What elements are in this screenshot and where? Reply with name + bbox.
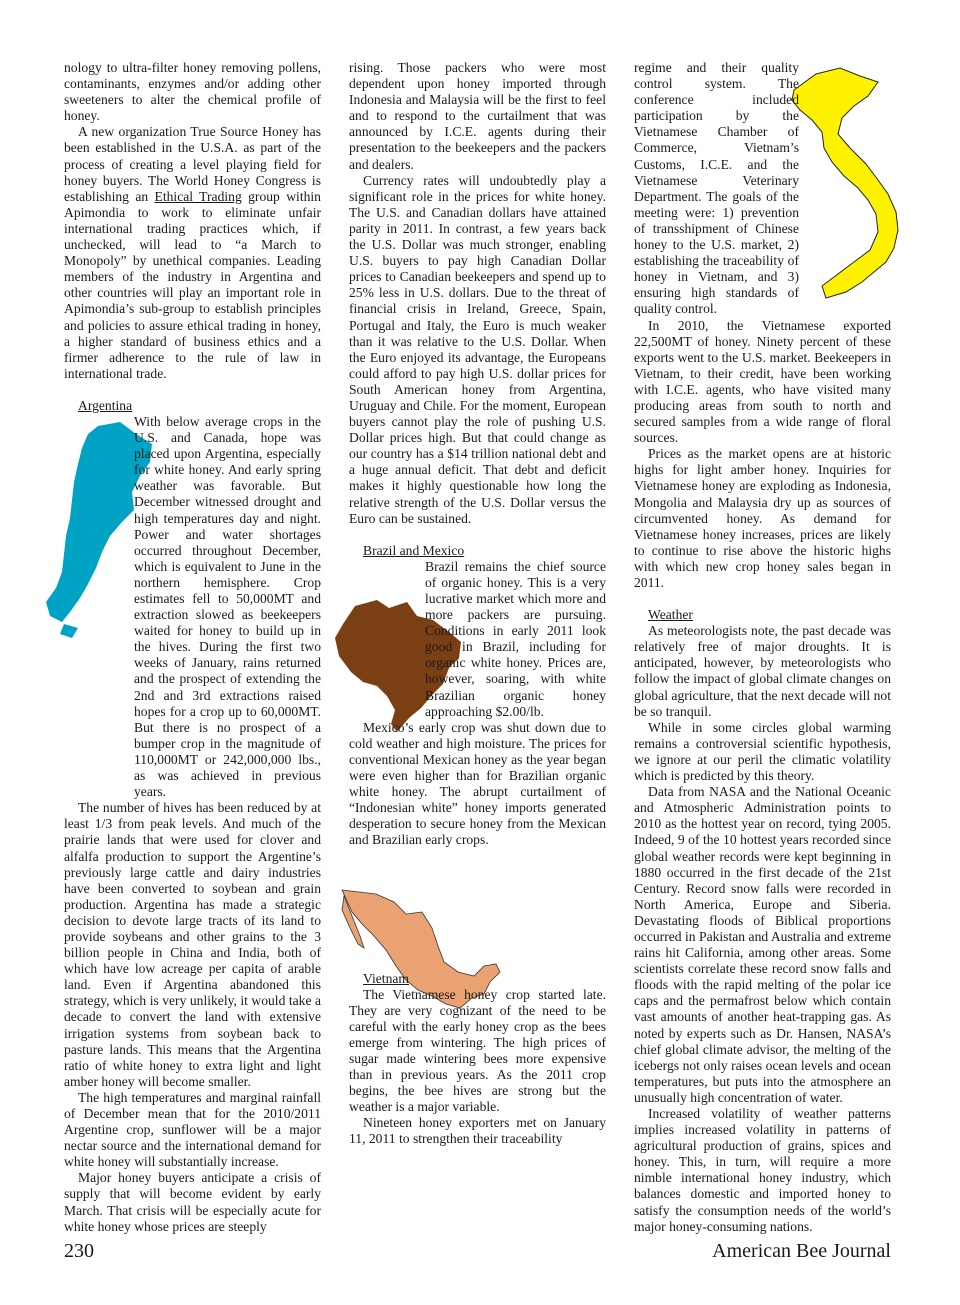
section-heading-brazil-mexico: Brazil and Mexico xyxy=(363,542,465,558)
paragraph: The Vietnamese honey crop started late. They are very cognizant of the need to be careful with the early honey crop as the bees emerge from wintering. The high prices of sugar made wintering bees more expensive than in previous years. As the 2011 crop begins, the bee hives are strong but the weather is a major variable. xyxy=(349,986,606,1115)
column-1 xyxy=(64,60,321,1235)
paragraph: Mexico’s early crop was shut down due to cold weather and high moisture. The prices for conventional Mexican honey as the year began were even higher than for Brazilian organic white honey. The abrupt curtailment of “Indonesian white” honey imports generated desperation to secure honey from the Mexican and Brazilian early crops. xyxy=(349,719,606,848)
section-heading-vietnam: Vietnam xyxy=(363,970,409,986)
paragraph: regime and their quality control system. The conference included participation by the Vietnamese Chamber of Commerce, Vietnam’s Customs, I.C.E. and the Vietnamese Veterinary Department. The goals of the meeting were: 1) prevention of transshipment of Chinese honey to the U.S. market, 2) establishing the traceability of honey in Vietnam, and 3) ensuring high standards of quality control. xyxy=(634,60,799,317)
paragraph xyxy=(64,124,321,382)
ethical-trading-link[interactable]: Ethical Trading xyxy=(154,188,242,204)
text-span: group within Apimondia to work to eliminate unfair international trading practices which, if unchecked, will lead to “a March to Monopoly” by unethical companies. Leading members of the industry in Argentina and other countries will play an important role in Apimondia’s sub-group to establish principles and policies to assure ethical trading in honey, a higher standard of business ethics and a firmer adherence to the rule of law in international trade. xyxy=(64,188,321,381)
text-span: A new organization True Source Honey has been established in the U.S.A. as part of the process of creating a level playing field for honey buyers. The World Honey Congress is establishing an xyxy=(64,124,321,204)
section-heading-argentina: Argentina xyxy=(78,397,133,413)
column-2 xyxy=(349,60,606,1148)
journal-title: American Bee Journal xyxy=(712,1240,891,1262)
paragraph: Data from NASA and the National Oceanic and Atmospheric Administration points to 2010 as the hottest year on record, tying 2005. Indeed, 9 of the 10 hottest years recorded since global weather records were kept beginning in 1880 occurred in the first decade of the 21st Century. Record snow falls were recorded in North America, Europe and Siberia. Devastating floods of Biblical proportions occurred in Pakistan and Australia and extreme rains hit California, among other areas. Some scientists correlate these record snow falls and floods with the rapid melting of the polar ice caps and the permafrost below which contain vast amounts of another heat-trapping gas. As noted by experts such as Dr. Hansen, NASA’s chief global climate advisor, the melting of the icebergs not only raises ocean levels and ocean temperatures, but puts into the atmosphere an unusually high concentration of water. xyxy=(634,784,891,1105)
paragraph: Increased volatility of weather patterns implies increased volatility in patterns of agricultural production of grains, spices and honey. This, in turn, will require a more nimble international honey industry, which balances domestic and imported honey to satisfy the consumption needs of the world’s major honey-consuming nations. xyxy=(634,1106,891,1234)
paragraph: Nineteen honey exporters met on January 11, 2011 to strengthen their traceability xyxy=(349,1115,606,1147)
paragraph: nology to ultra-filter honey removing pollens, contaminants, enzymes and/or adding other sweeteners to alter the chemical profile of honey. xyxy=(64,60,321,124)
paragraph: While in some circles global warming remains a controversial scientific hypothesis, we ignore at our peril the climatic volatility which is predicted by this theory. xyxy=(634,719,891,784)
page-number: 230 xyxy=(64,1240,94,1262)
paragraph: In 2010, the Vietnamese exported 22,500MT of honey. Ninety percent of these exports went to the U.S. market. Beekeepers in Vietnam, to their credit, have been working with I.C.E. agents, who have visited many producing areas from south to north and secured samples from a wide range of floral sources. xyxy=(634,317,891,446)
column-3 xyxy=(634,60,891,1235)
paragraph: With below average crops in the U.S. and Canada, hope was placed upon Argentina, especially for white honey. And early spring weather was favorable. But December witnessed drought and high temperatures day and night. Power and water shortages occurred throughout December, which is equivalent to June in the northern hemisphere. Crop estimates fell to 50,000MT and extraction slowed as beekeepers waited for honey to build up in the hives. During the first two weeks of January, rains returned and the prospect of extending the 2nd and 3rd extractions raised hopes for a crop up to 60,000MT. But there is no prospect of a bumper crop in the magnitude of 110,000MT or 242,000,000 lbs., as was achieved in previous years. xyxy=(134,413,321,800)
paragraph: Brazil remains the chief source of organic honey. This is a very lucrative market which more and more packers are pursuing. Conditions in early 2011 look good in Brazil, including for organic white honey. Prices are, however, soaring, with white Brazilian organic honey approaching $2.00/lb. xyxy=(425,558,606,719)
section-heading-weather: Weather xyxy=(648,607,693,623)
paragraph: rising. Those packers who were most dependent upon honey imported through Indonesia and Malaysia will be the first to feel and to respond to the curtailment that was announced by I.C.E. agents during their presentation to the beekeepers and the packers and dealers. xyxy=(349,60,606,172)
paragraph: The number of hives has been reduced by at least 1/3 from peak levels. And much of the prairie lands that were used for clover and alfalfa production to support the Argentine’s previously large cattle and dairy industries have been converted to soybean and grain production. Argentina has made a strategic decision to devote large tracts of its land to provide soybeans and other grains to the 3 billion people in China and India, both of which have low acreage per capita of arable land. Even if Argentina abandoned this strategy, which is very unlikely, it would take a decade to convert the land with extensive irrigation systems from soybean back to pasture lands. This means that the Argentina ratio of white honey to extra light and light amber honey will become smaller. xyxy=(64,800,321,1089)
paragraph: As meteorologists note, the past decade was relatively free of major droughts. It is anticipated, however, by meteorologists who follow the impact of global climate changes on global agriculture, that the next decade will not be so tranquil. xyxy=(634,623,891,719)
paragraph: Currency rates will undoubtedly play a significant role in the prices for white honey. The U.S. and Canadian dollars have attained parity in 2011. In contrast, a few years back the U.S. Dollar was much stronger, enabling U.S. buyers to pay high Canadian Dollar prices to Canadian beekeepers and spend up to 25% less in U.S. dollars. Due to the threat of financial crisis in Ireland, Greece, Spain, Portugal and Italy, the Euro is much weaker than it was relative to the U.S. Dollar. When the Euro enjoyed its advantage, the Europeans could afford to pay high U.S. dollar prices for South American honey from Argentina, Uruguay and Chile. For the moment, European buyers cannot play the role of pushing U.S. Dollar prices high. But that could change as our country has a $14 trillion national debt and a huge annual deficit. That debt and deficit makes it highly questionable how long the relative strength of the U.S. Dollar versus the Euro can be sustained. xyxy=(349,172,606,526)
paragraph: The high temperatures and marginal rainfall of December mean that for the 2010/2011 Argentine crop, sunflower will be a major nectar source and the international demand for white honey will substantially increase. xyxy=(64,1089,321,1170)
paragraph: Major honey buyers anticipate a crisis of supply that will become evident by early March. That crisis will be especially acute for white honey whose prices are steeply xyxy=(64,1170,321,1234)
paragraph: Prices as the market opens are at historic highs for light amber honey. Inquiries for Vietnamese honey are exploding as Indonesia, Mongolia and Malaysia dry up as sources of circumvented honey. As demand for Vietnamese honey increases, prices are likely to continue to rise above the historic highs with which new crop honey sales began in 2011. xyxy=(634,446,891,590)
